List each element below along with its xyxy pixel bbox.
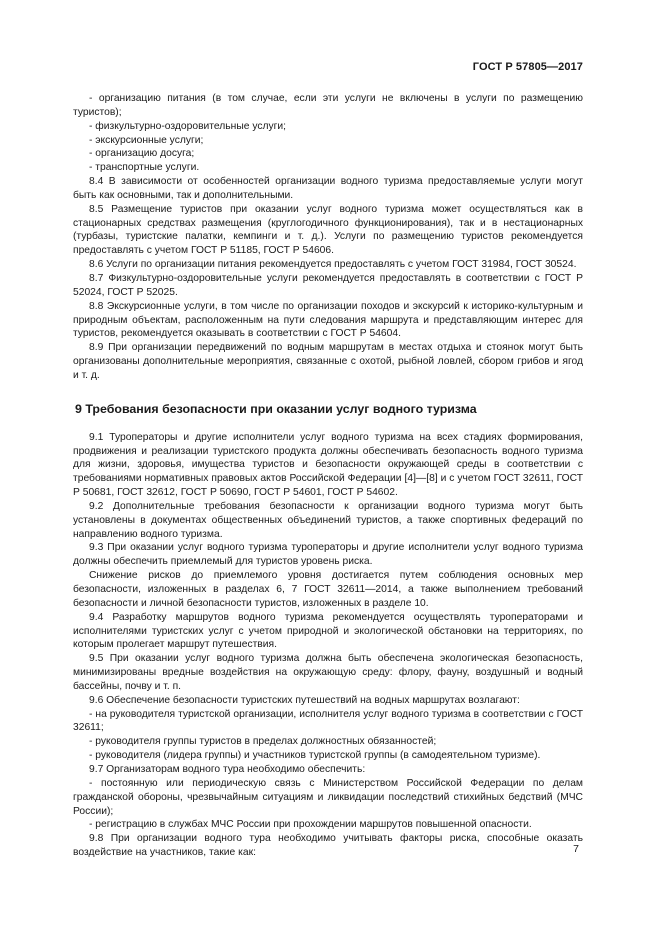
paragraph: 9.3 При оказании услуг водного туризма туроператоры и другие исполнители услуг водного туризма должны обеспечить приемлемый для туристов уровень риска.	[73, 542, 583, 568]
paragraph: 8.7 Физкультурно-оздоровительные услуги рекомендуется предоставлять в соответствии с ГОСТ Р 52024, ГОСТ Р 52025.	[73, 272, 583, 298]
paragraph: - физкультурно-оздоровительные услуги;	[89, 120, 287, 132]
paragraph: - регистрацию в службах МЧС России при прохождении маршрутов повышенной опасности.	[89, 819, 532, 831]
page-number: 7	[573, 843, 579, 855]
section-9-body	[73, 431, 583, 860]
paragraph: - руководителя группы туристов в пределах должностных обязанностей;	[89, 736, 437, 748]
paragraph: - транспортные услуги.	[89, 162, 200, 174]
paragraph: - постоянную или периодическую связь с Министерством Российской Федерации по делам гражданской обороны, чрезвычайным ситуациям и ликвидации последствий стихийных бедствий (МЧС России);	[73, 777, 583, 817]
section-9-title: 9 Требования безопасности при оказании услуг водного туризма	[75, 401, 477, 416]
paragraph: 8.9 При организации передвижений по водным маршрутам в местах отдыха и стоянок могут быть организованы дополнительные мероприятия, связанные с охотой, рыбной ловлей, сбором грибов и ягод и т. д.	[73, 342, 583, 381]
paragraph: 9.1 Туроператоры и другие исполнители услуг водного туризма на всех стадиях формирования, продвижения и реализации туристского продукта должны обеспечивать безопасность водного туризма для жизни, здоровья, имущества туристов и безопасности окружающей среды в соответствии с требованиями нормативных правовых актов Российской Федерации [4]—[8] и с учетом ГОСТ 32611, ГОСТ Р 50681, ГОСТ 32612, ГОСТ Р 50690, ГОСТ Р 54601, ГОСТ Р 54602.	[73, 431, 583, 499]
paragraph: 8.8 Экскурсионные услуги, в том числе по организации походов и экскурсий к историко-культурным и природным объектам, расположенным на пути следования маршрута и представляющим интерес для туристов, рекомендуется оказывать в соответствии с ГОСТ Р 54604.	[73, 300, 583, 340]
paragraph: 8.5 Размещение туристов при оказании услуг водного туризма может осуществляться как в стационарных средствах размещения (круглогодичного функционирования), так и в нестационарных (турбазы, туристские палатки, кемпинги и т. д.). Услуги по размещению туристов рекомендуется предоставлять с учетом ГОСТ Р 51185, ГОСТ Р 54606.	[73, 203, 583, 257]
paragraph: 8.6 Услуги по организации питания рекомендуется предоставлять с учетом ГОСТ 31984, ГОСТ 30524.	[89, 259, 577, 271]
section-8-continuation	[73, 92, 583, 383]
page-content	[73, 92, 583, 860]
paragraph: 9.4 Разработку маршрутов водного туризма рекомендуется осуществлять туроператорами и исполнителями туристских услуг с учетом природной и экологической обстановки на территориях, по которым пролегает маршрут путешествия.	[73, 611, 583, 651]
paragraph: - организацию питания (в том случае, если эти услуги не включены в услуги по размещению туристов);	[73, 93, 583, 118]
paragraph: - руководителя (лидера группы) и участников туристской группы (в самодеятельном туризме).	[89, 750, 541, 762]
paragraph: 9.2 Дополнительные требования безопасности к организации водного туризма могут быть установлены в документах общественных объединений туристов, а также спортивных федераций по направлению водного туризма.	[73, 500, 583, 540]
paragraph: Снижение рисков до приемлемого уровня достигается путем соблюдения основных мер безопасности, изложенных в разделах 6, 7 ГОСТ 32611—2014, а также выполнением требований безопасности и личной безопасности туристов, изложенных в разделе 10.	[73, 570, 583, 609]
paragraph: - организацию досуга;	[89, 148, 195, 160]
document-code-header: ГОСТ Р 57805—2017	[472, 61, 583, 73]
paragraph: - на руководителя туристской организации, исполнителя услуг водного туризма в соответствии с ГОСТ 32611;	[73, 708, 583, 734]
paragraph: - экскурсионные услуги;	[89, 134, 204, 146]
paragraph: 9.5 При оказании услуг водного туризма должна быть обеспечена экологическая безопасность, минимизированы вредные воздействия на окружающую среду: флору, фауну, воздушный и водный бассейны, почву и т. п.	[73, 653, 583, 692]
paragraph: 9.7 Организаторам водного тура необходимо обеспечить:	[89, 763, 366, 775]
paragraph: 9.8 При организации водного тура необходимо учитывать факторы риска, способные оказать воздействие на участников, такие как:	[73, 833, 583, 859]
paragraph: 8.4 В зависимости от особенностей организации водного туризма предоставляемые услуги могут быть как основными, так и дополнительными.	[73, 176, 583, 201]
paragraph: 9.6 Обеспечение безопасности туристских путешествий на водных маршрутах возлагают:	[89, 694, 520, 706]
